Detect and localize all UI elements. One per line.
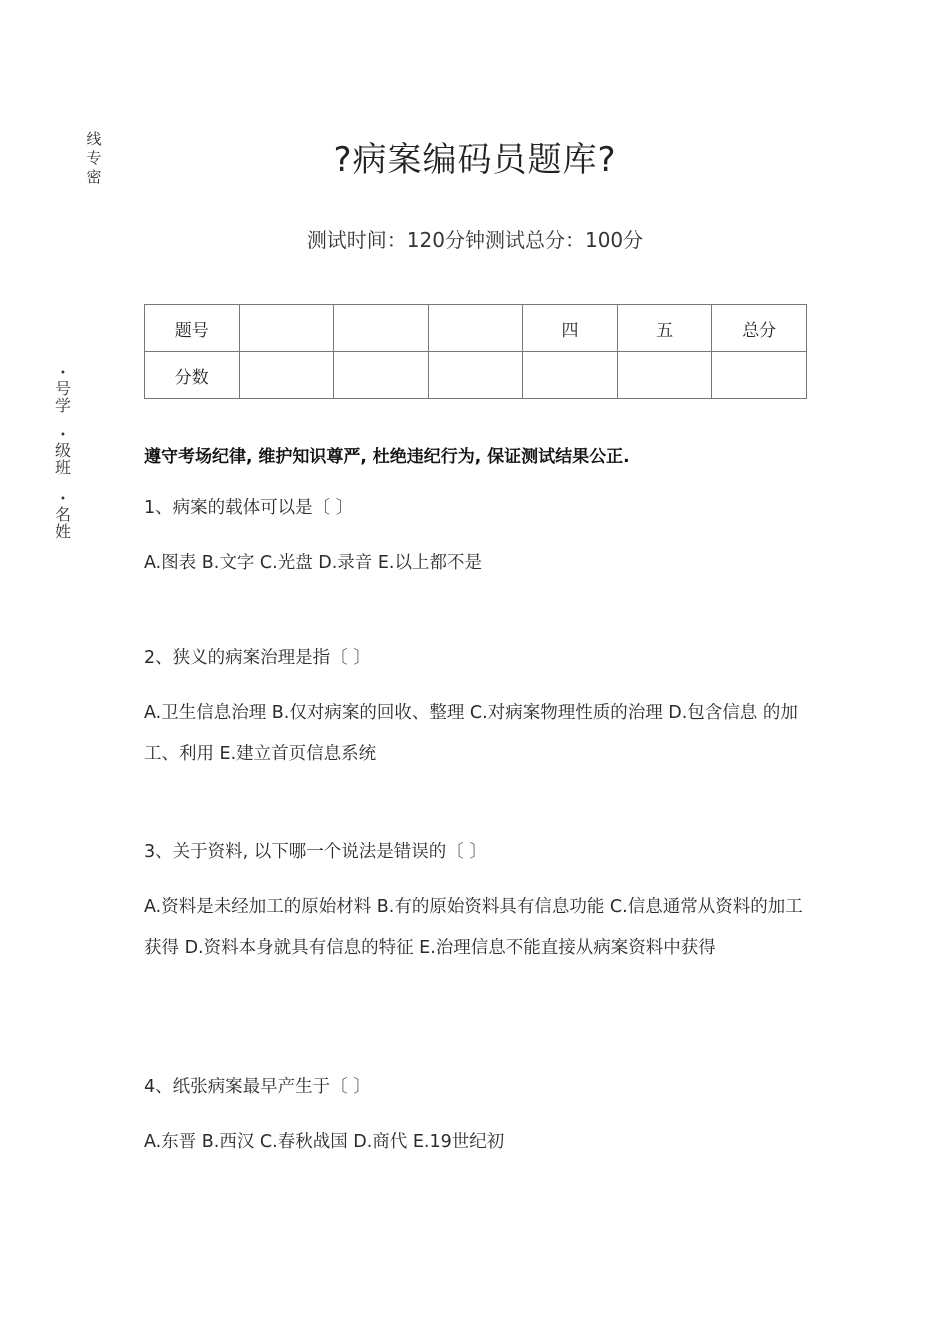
table-cell: 四 bbox=[523, 305, 618, 352]
question-stem: 3、关于资料, 以下哪一个说法是错误的〔 〕 bbox=[144, 842, 487, 862]
field-char: 姓 bbox=[54, 522, 71, 541]
table-cell: 五 bbox=[617, 305, 712, 352]
seal-char: 专 bbox=[86, 149, 102, 167]
score-table bbox=[144, 304, 807, 399]
question-stem: 2、狭义的病案治理是指〔 〕 bbox=[144, 648, 371, 668]
question-stem: 1、病案的载体可以是〔 〕 bbox=[144, 498, 354, 518]
table-cell bbox=[428, 305, 523, 352]
question-4 bbox=[144, 1074, 809, 1163]
score-entry-cell[interactable] bbox=[617, 352, 712, 399]
score-entry-cell[interactable] bbox=[712, 352, 807, 399]
question-options: A.图表 B.文字 C.光盘 D.录音 E.以上都不是 bbox=[144, 553, 482, 573]
bullet-dot: • bbox=[60, 368, 66, 379]
table-header-row bbox=[145, 305, 807, 352]
seal-char: 线 bbox=[86, 130, 102, 148]
question-2 bbox=[144, 645, 809, 775]
question-1 bbox=[144, 495, 809, 584]
question-options: A.资料是未经加工的原始材料 B.有的原始资料具有信息功能 C.信息通常从资料的加工获得 D.资料本身就具有信息的特征 E.治理信息不能直接从病案资料中获得 bbox=[144, 897, 803, 958]
table-cell: 分数 bbox=[145, 352, 240, 399]
table-cell bbox=[239, 305, 334, 352]
field-char: 号 bbox=[54, 379, 71, 398]
field-char: 名 bbox=[54, 505, 71, 524]
class-field bbox=[52, 432, 74, 476]
question-stem: 4、纸张病案最早产生于〔 〕 bbox=[144, 1077, 371, 1097]
page-title: ?病案编码员题库? bbox=[333, 140, 617, 180]
score-entry-cell[interactable] bbox=[239, 352, 334, 399]
score-entry-cell[interactable] bbox=[523, 352, 618, 399]
field-char: 班 bbox=[54, 458, 71, 477]
score-entry-cell[interactable] bbox=[334, 352, 429, 399]
question-options: A.东晋 B.西汉 C.春秋战国 D.商代 E.19世纪初 bbox=[144, 1132, 505, 1152]
question-options: A.卫生信息治理 B.仅对病案的回收、整理 C.对病案物理性质的治理 D.包含信息 的加工、利用 E.建立首页信息系统 bbox=[144, 703, 798, 764]
score-entry-cell[interactable] bbox=[428, 352, 523, 399]
question-3 bbox=[144, 839, 809, 969]
seal-char: 密 bbox=[86, 168, 102, 186]
name-field bbox=[52, 496, 74, 540]
bullet-dot: • bbox=[60, 430, 66, 441]
field-char: 学 bbox=[54, 396, 71, 415]
field-char: 级 bbox=[54, 441, 71, 460]
table-cell bbox=[334, 305, 429, 352]
student-id-field bbox=[52, 370, 74, 414]
table-cell: 题号 bbox=[145, 305, 240, 352]
bullet-dot: • bbox=[60, 494, 66, 505]
exam-notice: 遵守考场纪律, 维护知识尊严, 杜绝违纪行为, 保证测试结果公正. bbox=[144, 447, 630, 467]
table-cell: 总分 bbox=[712, 305, 807, 352]
exam-info: 测试时间：120分钟测试总分：100分 bbox=[306, 228, 644, 252]
table-row bbox=[145, 352, 807, 399]
